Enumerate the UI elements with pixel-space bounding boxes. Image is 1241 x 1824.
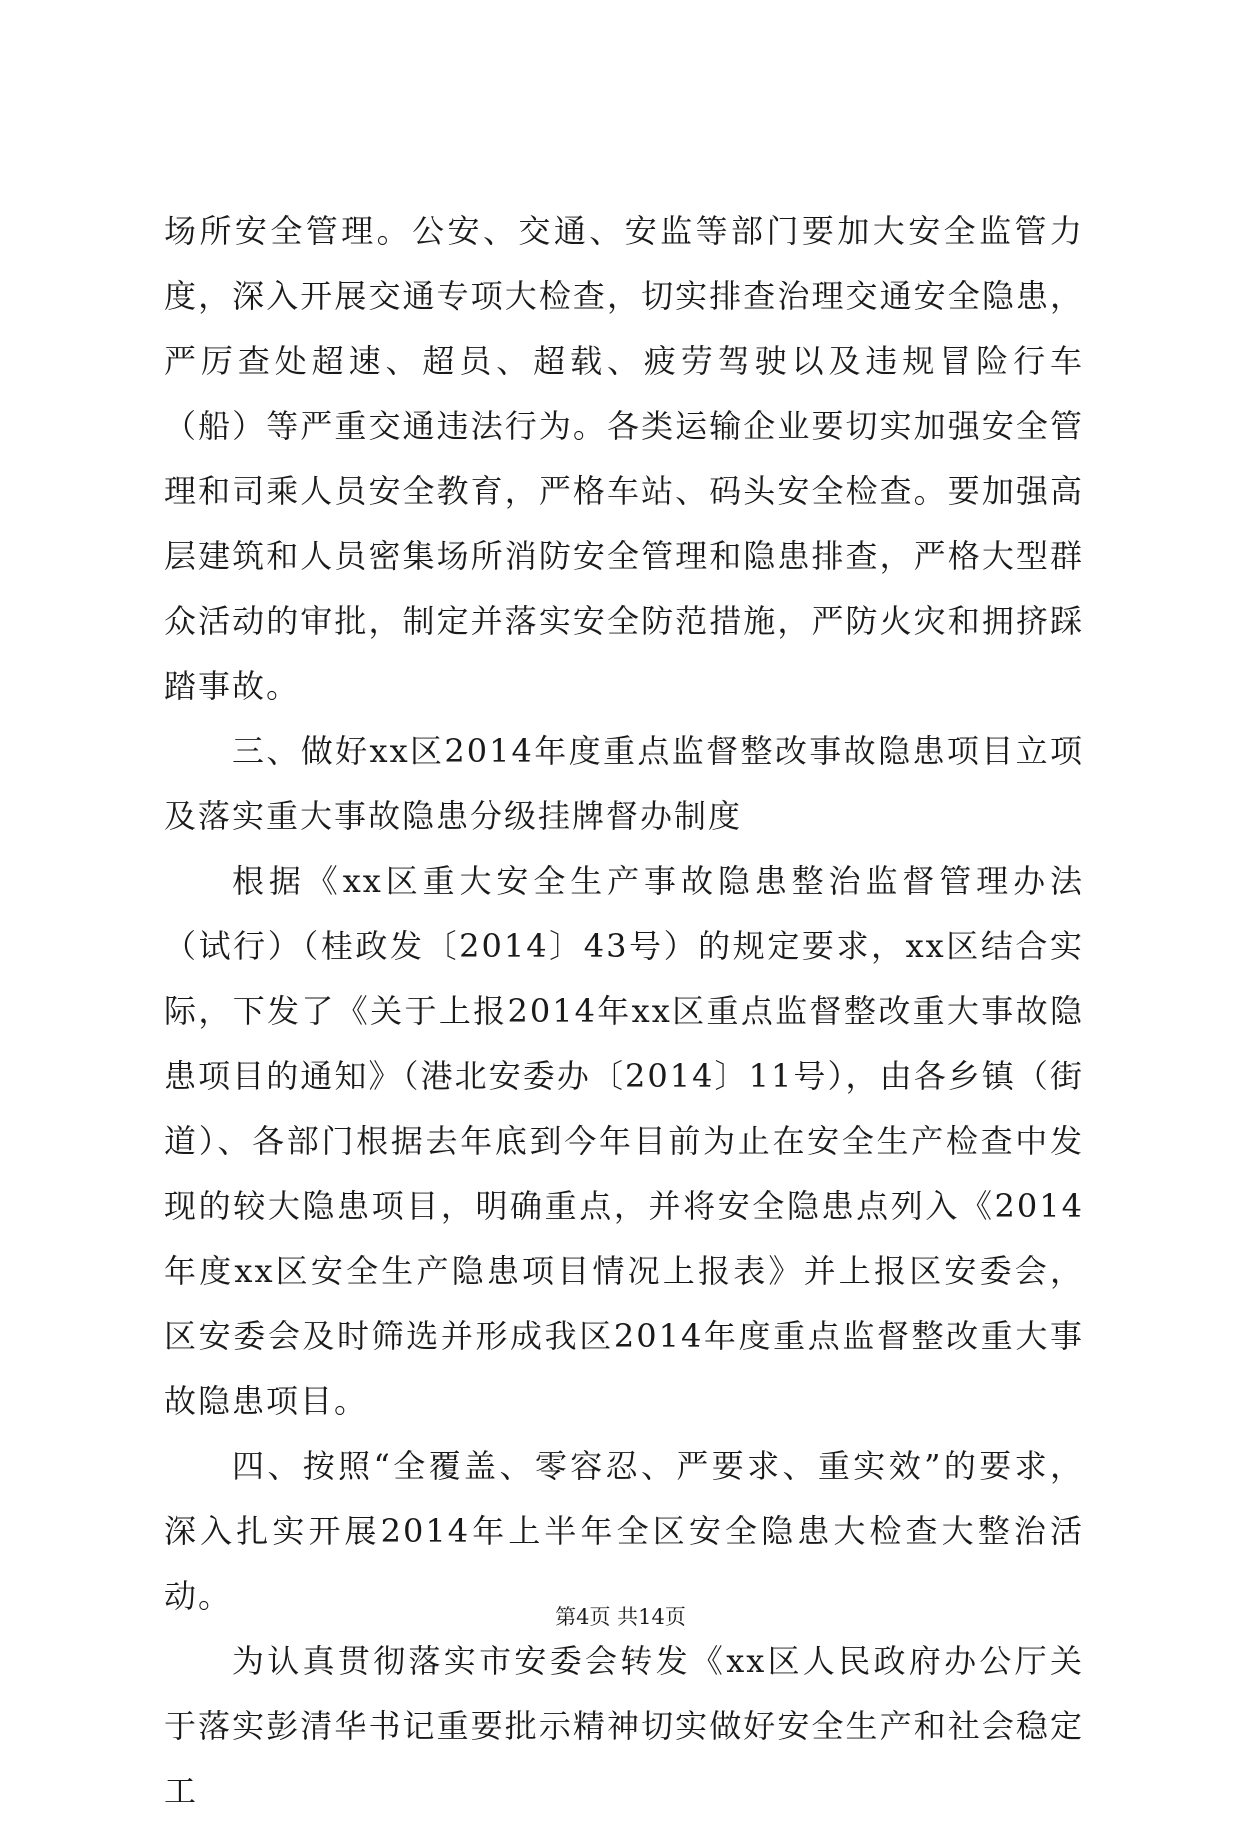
section-heading-four: 四、按照“全覆盖、零容忍、严要求、重实效”的要求，深入扎实开展2014年上半年全区安全隐患大检查大整治活动。 [164, 1447, 1084, 1615]
page-number-footer: 第4页 共14页 [555, 1605, 686, 1629]
section-heading-three: 三、做好xx区2014年度重点监督整改事故隐患项目立项及落实重大事故隐患分级挂牌督办制度 [164, 732, 1084, 835]
document-body [164, 199, 1084, 1824]
paragraph-regulation: 根据《xx区重大安全生产事故隐患整治监督管理办法（试行）（桂政发〔2014〕43号）的规定要求，xx区结合实际，下发了《关于上报2014年xx区重点监督整改重大事故隐患项目的通知》（港北安委办〔2014〕11号），由各乡镇（街道）、各部门根据去年底到今年目前为止在安全生产检查中发现的较大隐患项目，明确重点，并将安全隐患点列入《2014年度xx区安全生产隐患项目情况上报表》并上报区安委会，区安委会及时筛选并形成我区2014年度重点监督整改重大事故隐患项目。 [164, 862, 1084, 1420]
paragraph-continuation: 场所安全管理。公安、交通、安监等部门要加大安全监管力度，深入开展交通专项大检查，切实排查治理交通安全隐患，严厉查处超速、超员、超载、疲劳驾驶以及违规冒险行车（船）等严重交通违法行为。各类运输企业要切实加强安全管理和司乘人员安全教育，严格车站、码头安全检查。要加强高层建筑和人员密集场所消防安全管理和隐患排查，严格大型群众活动的审批，制定并落实安全防范措施，严防火灾和拥挤踩踏事故。 [164, 212, 1084, 705]
paragraph-implementation: 为认真贯彻落实市安委会转发《xx区人民政府办公厅关于落实彭清华书记重要批示精神切实做好安全生产和社会稳定工 [164, 1642, 1084, 1810]
